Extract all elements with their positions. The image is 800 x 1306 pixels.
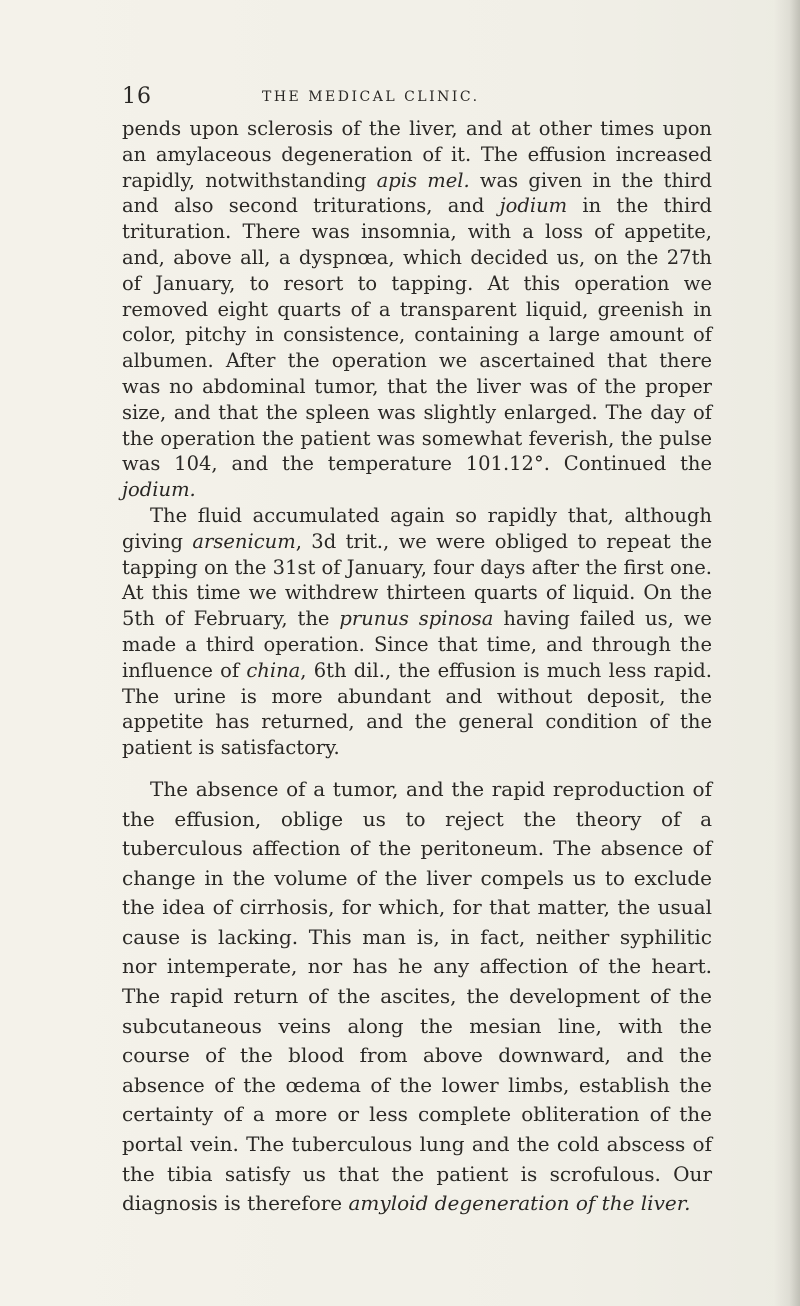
paragraph-1 [122, 116, 712, 503]
page-number: 16 [122, 84, 152, 109]
italic-remedy: jodium. [122, 478, 196, 502]
text-run: having failed us, we made a third operation. Since that time, and through the influence of [122, 607, 712, 682]
italic-remedy: apis mel. [376, 168, 470, 192]
text-run: The fluid accumulated again so rapidly that, although giving [122, 503, 712, 553]
italic-remedy: arsenicum [192, 529, 296, 553]
page-edge-shadow [774, 0, 800, 1306]
text-run: The absence of a tumor, and the rapid reproduction of the effusion, oblige us to reject the theory of a tuberculous affection of the peritoneum. The absence of change in the volume of the liver compels us to exclude the idea of cirrhosis, for which, for that matter, the usual cause is lacking. This man is, in fact, neither syphilitic nor intemperate, nor has he any affection of the heart. The rapid return of the ascites, the development of the subcutaneous veins along the mesian line, with the course of the blood from above downward, and the absence of the œdema of the lower limbs, establish the certainty of a more or less complete obliteration of the portal vein. The tuberculous lung and the cold abscess of the tibia satisfy us that the patient is scrofulous. Our diagnosis is therefore [122, 776, 712, 1216]
paragraph-2 [122, 503, 712, 761]
page-header [122, 84, 712, 108]
body-text [122, 116, 712, 1219]
text-run: in the third trituration. There was insomnia, with a loss of appetite, and, above all, a dyspnœa, which decided us, on the 27th of January, to resort to tapping. At this operation we removed eight quarts of a transparent liquid, greenish in color, pitchy in consistence, containing a large amount of albumen. After the operation we ascertained that there was no abdominal tumor, that the liver was of the proper size, and that the spleen was slightly enlarged. The day of the operation the patient was somewhat feverish, the pulse was 104, and the temperature 101.12°. Continued the [122, 194, 712, 476]
text-run: , 6th dil., the effusion is much less rapid. The urine is more abundant and without deposit, the appetite has returned, and the general condition of the patient is satisfactory. [122, 658, 712, 760]
italic-diagnosis: amyloid degeneration of the liver. [348, 1191, 691, 1216]
text-run: was given in the third and also second triturations, and [122, 168, 712, 218]
italic-remedy: jodium [499, 194, 568, 218]
running-head: THE MEDICAL CLINIC. [262, 89, 480, 105]
italic-remedy: prunus spinosa [339, 607, 494, 631]
paragraph-3 [122, 775, 712, 1219]
text-run: pends upon sclerosis of the liver, and at other times upon an amylaceous degeneration of it. The effusion increased rapidly, notwithstanding [122, 117, 712, 192]
italic-remedy: china [246, 658, 301, 682]
text-run: , 3d trit., we were obliged to repeat the tapping on the 31st of January, four days after the first one. At this time we withdrew thirteen quarts of liquid. On the 5th of February, the [122, 529, 712, 631]
